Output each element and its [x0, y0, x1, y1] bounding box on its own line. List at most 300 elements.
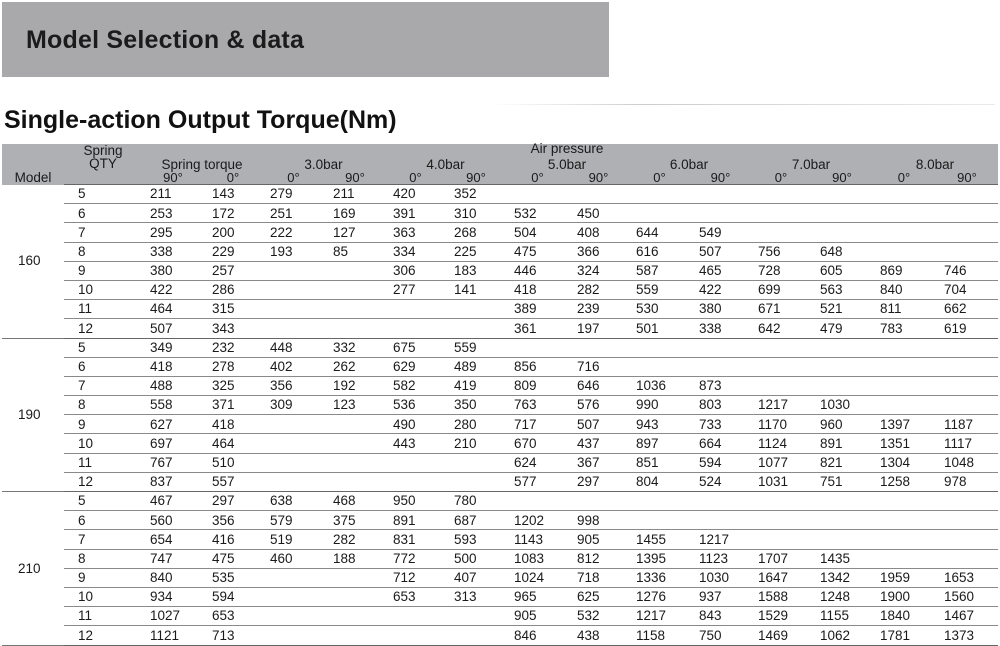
torque-value-cell: 524 [691, 472, 750, 491]
torque-value-cell: 869 [872, 261, 936, 280]
torque-value-cell: 468 [325, 492, 385, 511]
torque-value-cell: 577 [506, 472, 569, 491]
torque-value-cell [262, 607, 325, 626]
torque-value-cell [691, 357, 750, 376]
torque-value-cell: 579 [262, 511, 325, 530]
page-title: Model Selection & data [26, 26, 305, 54]
torque-value-cell: 1395 [628, 549, 691, 568]
torque-value-cell [812, 338, 872, 357]
torque-value-cell: 616 [628, 242, 691, 261]
spring-torque-0-header: 0° [204, 171, 262, 185]
torque-value-cell: 1217 [691, 530, 750, 549]
spring-qty-cell: 11 [64, 607, 142, 626]
torque-value-cell [872, 204, 936, 223]
torque-value-cell: 751 [812, 472, 872, 491]
torque-value-cell: 418 [506, 280, 569, 299]
torque-value-cell: 687 [446, 511, 506, 530]
torque-value-cell: 1900 [872, 587, 936, 606]
torque-value-cell [936, 492, 998, 511]
torque-value-cell: 437 [569, 434, 628, 453]
spring-qty-cell: 9 [64, 415, 142, 434]
torque-value-cell [936, 376, 998, 395]
torque-value-cell: 1170 [750, 415, 812, 434]
torque-value-cell [936, 338, 998, 357]
col-pressure-header: 7.0bar [750, 144, 872, 171]
torque-value-cell [446, 300, 506, 319]
torque-value-cell [628, 492, 691, 511]
torque-value-cell: 831 [385, 530, 446, 549]
table-row [2, 319, 998, 338]
spring-qty-cell: 7 [64, 223, 142, 242]
torque-value-cell: 1117 [936, 434, 998, 453]
torque-value-cell: 519 [262, 530, 325, 549]
torque-value-cell [262, 415, 325, 434]
spring-torque-cell: 713 [204, 626, 262, 645]
torque-value-cell [872, 338, 936, 357]
spring-torque-cell: 418 [204, 415, 262, 434]
table-row [2, 492, 998, 511]
torque-value-cell: 422 [691, 280, 750, 299]
spring-torque-cell: 422 [142, 280, 204, 299]
spring-torque-cell: 172 [204, 204, 262, 223]
torque-value-cell: 1030 [812, 396, 872, 415]
torque-value-cell [872, 549, 936, 568]
spring-qty-cell: 8 [64, 242, 142, 261]
torque-value-cell [325, 453, 385, 472]
torque-value-cell [628, 204, 691, 223]
torque-value-cell: 282 [325, 530, 385, 549]
torque-value-cell: 718 [569, 568, 628, 587]
torque-value-cell: 675 [385, 338, 446, 357]
torque-value-cell [628, 338, 691, 357]
torque-value-cell [872, 376, 936, 395]
torque-value-cell [750, 223, 812, 242]
spring-torque-cell: 837 [142, 472, 204, 491]
torque-value-cell: 846 [506, 626, 569, 645]
torque-value-cell [325, 568, 385, 587]
spring-torque-cell: 232 [204, 338, 262, 357]
torque-value-cell: 1373 [936, 626, 998, 645]
table-row [2, 415, 998, 434]
torque-value-cell: 619 [936, 319, 998, 338]
torque-value-cell: 521 [812, 300, 872, 319]
torque-value-cell: 937 [691, 587, 750, 606]
table-row [2, 204, 998, 223]
torque-value-cell [872, 242, 936, 261]
spring-torque-cell: 1121 [142, 626, 204, 645]
torque-value-cell: 1351 [872, 434, 936, 453]
spring-qty-cell: 11 [64, 300, 142, 319]
torque-value-cell: 856 [506, 357, 569, 376]
torque-value-cell [750, 492, 812, 511]
torque-value-cell: 446 [506, 261, 569, 280]
torque-value-cell: 1304 [872, 453, 936, 472]
spring-torque-cell: 464 [204, 434, 262, 453]
torque-value-cell: 225 [446, 242, 506, 261]
table-row [2, 338, 998, 357]
torque-value-cell: 1258 [872, 472, 936, 491]
torque-value-cell: 891 [812, 434, 872, 453]
torque-value-cell: 123 [325, 396, 385, 415]
torque-value-cell [262, 300, 325, 319]
spring-torque-cell: 286 [204, 280, 262, 299]
table-row [2, 376, 998, 395]
torque-value-cell: 408 [569, 223, 628, 242]
decorative-divider [490, 104, 995, 105]
table-row [2, 280, 998, 299]
torque-value-cell: 593 [446, 530, 506, 549]
spring-torque-cell: 1027 [142, 607, 204, 626]
model-cell: 160 [2, 185, 64, 339]
col-pressure-header: 6.0bar [628, 144, 750, 171]
pressure-0-deg-header: 0° [262, 171, 325, 185]
spring-torque-cell: 257 [204, 261, 262, 280]
torque-value-cell: 1342 [812, 568, 872, 587]
air-pressure-label: Air pressure [530, 141, 604, 156]
torque-value-cell [446, 472, 506, 491]
torque-value-cell: 277 [385, 280, 446, 299]
spring-torque-cell: 380 [142, 261, 204, 280]
torque-value-cell: 648 [812, 242, 872, 261]
spring-qty-cell: 7 [64, 376, 142, 395]
torque-value-cell: 504 [506, 223, 569, 242]
torque-value-cell: 361 [506, 319, 569, 338]
torque-value-cell: 559 [446, 338, 506, 357]
torque-value-cell: 532 [506, 204, 569, 223]
torque-value-cell: 950 [385, 492, 446, 511]
table-row [2, 396, 998, 415]
torque-value-cell: 891 [385, 511, 446, 530]
table-row [2, 607, 998, 626]
torque-value-cell: 389 [506, 300, 569, 319]
torque-value-cell: 965 [506, 587, 569, 606]
torque-value-cell [691, 511, 750, 530]
spring-torque-cell: 229 [204, 242, 262, 261]
torque-value-cell: 532 [569, 607, 628, 626]
torque-value-cell [936, 549, 998, 568]
torque-value-cell: 644 [628, 223, 691, 242]
torque-value-cell: 716 [569, 357, 628, 376]
torque-value-cell: 712 [385, 568, 446, 587]
torque-value-cell [446, 453, 506, 472]
torque-value-cell [812, 185, 872, 204]
torque-value-cell [446, 607, 506, 626]
torque-value-cell: 1155 [812, 607, 872, 626]
torque-value-cell: 222 [262, 223, 325, 242]
torque-value-cell [812, 357, 872, 376]
torque-value-cell: 332 [325, 338, 385, 357]
torque-value-cell: 536 [385, 396, 446, 415]
torque-value-cell: 576 [569, 396, 628, 415]
torque-value-cell: 1276 [628, 587, 691, 606]
pressure-90-deg-header: 90° [936, 171, 998, 185]
spring-torque-cell: 143 [204, 185, 262, 204]
spring-torque-cell: 475 [204, 549, 262, 568]
torque-table-container [2, 141, 998, 643]
torque-value-cell [872, 511, 936, 530]
torque-value-cell [628, 357, 691, 376]
torque-value-cell: 448 [262, 338, 325, 357]
torque-value-cell: 197 [569, 319, 628, 338]
torque-value-cell: 366 [569, 242, 628, 261]
torque-value-cell: 960 [812, 415, 872, 434]
torque-value-cell: 1455 [628, 530, 691, 549]
spring-torque-cell: 343 [204, 319, 262, 338]
torque-value-cell: 587 [628, 261, 691, 280]
torque-value-cell: 811 [872, 300, 936, 319]
torque-value-cell: 812 [569, 549, 628, 568]
torque-value-cell: 1336 [628, 568, 691, 587]
torque-value-cell [325, 626, 385, 645]
torque-value-cell [936, 530, 998, 549]
spring-torque-cell: 349 [142, 338, 204, 357]
torque-value-cell [691, 338, 750, 357]
torque-value-cell: 1707 [750, 549, 812, 568]
torque-value-cell: 309 [262, 396, 325, 415]
torque-value-cell: 460 [262, 549, 325, 568]
header-banner [2, 2, 609, 77]
spring-torque-cell: 654 [142, 530, 204, 549]
pressure-90-deg-header: 90° [691, 171, 750, 185]
torque-value-cell [628, 511, 691, 530]
table-row [2, 568, 998, 587]
torque-value-cell: 375 [325, 511, 385, 530]
torque-value-cell: 559 [628, 280, 691, 299]
torque-value-cell: 268 [446, 223, 506, 242]
torque-value-cell: 352 [446, 185, 506, 204]
torque-value-cell [262, 587, 325, 606]
torque-value-cell: 475 [506, 242, 569, 261]
torque-value-cell: 625 [569, 587, 628, 606]
spring-qty-cell: 11 [64, 453, 142, 472]
torque-value-cell: 297 [569, 472, 628, 491]
pressure-label: 5.0bar [547, 156, 587, 172]
spring-torque-cell: 416 [204, 530, 262, 549]
table-row [2, 530, 998, 549]
torque-value-cell: 750 [691, 626, 750, 645]
torque-value-cell [750, 530, 812, 549]
torque-value-cell: 943 [628, 415, 691, 434]
torque-value-cell [262, 453, 325, 472]
torque-value-cell: 183 [446, 261, 506, 280]
spring-qty-cell: 10 [64, 434, 142, 453]
torque-value-cell: 1024 [506, 568, 569, 587]
torque-value-cell: 479 [812, 319, 872, 338]
col-spring-qty-header [64, 144, 142, 171]
torque-value-cell: 239 [569, 300, 628, 319]
torque-value-cell [750, 185, 812, 204]
torque-value-cell: 1077 [750, 453, 812, 472]
torque-value-cell: 306 [385, 261, 446, 280]
torque-value-cell: 141 [446, 280, 506, 299]
torque-value-cell [385, 626, 446, 645]
torque-value-cell: 313 [446, 587, 506, 606]
torque-value-cell: 501 [628, 319, 691, 338]
pressure-90-deg-header: 90° [325, 171, 385, 185]
torque-value-cell: 1435 [812, 549, 872, 568]
spring-qty-cell: 9 [64, 261, 142, 280]
table-body [2, 185, 998, 646]
torque-value-cell: 490 [385, 415, 446, 434]
torque-value-cell: 642 [750, 319, 812, 338]
torque-value-cell: 563 [812, 280, 872, 299]
spring-qty-cell: 5 [64, 185, 142, 204]
col-pressure-header [506, 141, 628, 172]
torque-value-cell: 210 [446, 434, 506, 453]
torque-value-cell [569, 492, 628, 511]
torque-value-cell: 780 [446, 492, 506, 511]
spring-qty-cell: 12 [64, 472, 142, 491]
table-row [2, 357, 998, 376]
torque-value-cell [325, 261, 385, 280]
torque-value-cell [569, 338, 628, 357]
model-cell: 210 [2, 492, 64, 646]
torque-value-cell: 391 [385, 204, 446, 223]
torque-value-cell [812, 492, 872, 511]
model-cell: 190 [2, 338, 64, 492]
torque-value-cell: 1124 [750, 434, 812, 453]
table-row [2, 511, 998, 530]
torque-value-cell [325, 319, 385, 338]
torque-value-cell: 500 [446, 549, 506, 568]
torque-value-cell: 1467 [936, 607, 998, 626]
torque-value-cell: 380 [691, 300, 750, 319]
torque-value-cell: 1030 [691, 568, 750, 587]
section-title: Single-action Output Torque(Nm) [4, 106, 397, 134]
torque-value-cell: 756 [750, 242, 812, 261]
torque-value-cell: 671 [750, 300, 812, 319]
torque-value-cell: 338 [691, 319, 750, 338]
torque-value-cell [936, 185, 998, 204]
torque-value-cell: 998 [569, 511, 628, 530]
col-pressure-header: 4.0bar [385, 144, 506, 171]
torque-value-cell: 280 [446, 415, 506, 434]
torque-value-cell [936, 242, 998, 261]
table-row [2, 185, 998, 204]
torque-value-cell: 594 [691, 453, 750, 472]
spring-torque-cell: 560 [142, 511, 204, 530]
torque-value-cell: 262 [325, 357, 385, 376]
torque-value-cell: 193 [262, 242, 325, 261]
spring-qty-cell: 12 [64, 319, 142, 338]
torque-value-cell: 419 [446, 376, 506, 395]
torque-value-cell [812, 511, 872, 530]
spring-torque-cell: 747 [142, 549, 204, 568]
torque-value-cell: 356 [262, 376, 325, 395]
torque-value-cell: 279 [262, 185, 325, 204]
torque-value-cell [872, 357, 936, 376]
torque-value-cell: 1158 [628, 626, 691, 645]
torque-value-cell [872, 223, 936, 242]
torque-value-cell: 772 [385, 549, 446, 568]
torque-value-cell: 507 [691, 242, 750, 261]
torque-value-cell: 507 [569, 415, 628, 434]
torque-value-cell: 530 [628, 300, 691, 319]
torque-value-cell: 840 [872, 280, 936, 299]
torque-value-cell: 783 [872, 319, 936, 338]
torque-value-cell [325, 472, 385, 491]
spring-qty-cell: 8 [64, 396, 142, 415]
spring-torque-cell: 594 [204, 587, 262, 606]
torque-value-cell [325, 434, 385, 453]
torque-value-cell [691, 185, 750, 204]
torque-value-cell [936, 396, 998, 415]
torque-value-cell [691, 492, 750, 511]
torque-value-cell [262, 472, 325, 491]
torque-value-cell: 465 [691, 261, 750, 280]
torque-value-cell [872, 492, 936, 511]
table-row [2, 626, 998, 645]
torque-value-cell [750, 204, 812, 223]
torque-value-cell: 324 [569, 261, 628, 280]
spring-torque-cell: 200 [204, 223, 262, 242]
spring-torque-cell: 295 [142, 223, 204, 242]
spring-torque-cell: 338 [142, 242, 204, 261]
torque-value-cell: 334 [385, 242, 446, 261]
torque-value-cell: 402 [262, 357, 325, 376]
torque-value-cell: 549 [691, 223, 750, 242]
torque-value-cell: 1781 [872, 626, 936, 645]
spring-torque-cell: 211 [142, 185, 204, 204]
torque-value-cell: 169 [325, 204, 385, 223]
torque-value-cell: 251 [262, 204, 325, 223]
spring-qty-cell: 10 [64, 280, 142, 299]
torque-value-cell: 1248 [812, 587, 872, 606]
torque-value-cell [936, 223, 998, 242]
torque-value-cell [506, 338, 569, 357]
torque-value-cell: 746 [936, 261, 998, 280]
table-subheader-row [2, 171, 998, 185]
torque-value-cell [750, 357, 812, 376]
torque-value-cell: 1653 [936, 568, 998, 587]
spring-torque-cell: 840 [142, 568, 204, 587]
torque-value-cell [628, 185, 691, 204]
table-row [2, 261, 998, 280]
torque-value-cell: 1840 [872, 607, 936, 626]
torque-value-cell [691, 204, 750, 223]
torque-value-cell: 1062 [812, 626, 872, 645]
spring-torque-cell: 558 [142, 396, 204, 415]
torque-value-cell [262, 626, 325, 645]
col-pressure-header: 3.0bar [262, 144, 385, 171]
torque-value-cell: 653 [385, 587, 446, 606]
torque-value-cell: 1560 [936, 587, 998, 606]
spring-qty-cell: 10 [64, 587, 142, 606]
spring-torque-cell: 325 [204, 376, 262, 395]
table-row [2, 472, 998, 491]
torque-value-cell: 733 [691, 415, 750, 434]
torque-value-cell [812, 376, 872, 395]
torque-value-cell [872, 530, 936, 549]
spring-torque-cell: 253 [142, 204, 204, 223]
pressure-90-deg-header: 90° [569, 171, 628, 185]
torque-value-cell: 843 [691, 607, 750, 626]
spring-torque-cell: 488 [142, 376, 204, 395]
torque-value-cell: 717 [506, 415, 569, 434]
torque-value-cell: 763 [506, 396, 569, 415]
torque-value-cell: 1031 [750, 472, 812, 491]
spring-torque-cell: 464 [142, 300, 204, 319]
torque-value-cell: 638 [262, 492, 325, 511]
torque-value-cell [812, 530, 872, 549]
torque-value-cell: 1217 [628, 607, 691, 626]
torque-value-cell: 1202 [506, 511, 569, 530]
torque-value-cell [569, 185, 628, 204]
torque-value-cell [325, 280, 385, 299]
spring-qty-cell: 8 [64, 549, 142, 568]
table-row [2, 453, 998, 472]
torque-value-cell [446, 319, 506, 338]
